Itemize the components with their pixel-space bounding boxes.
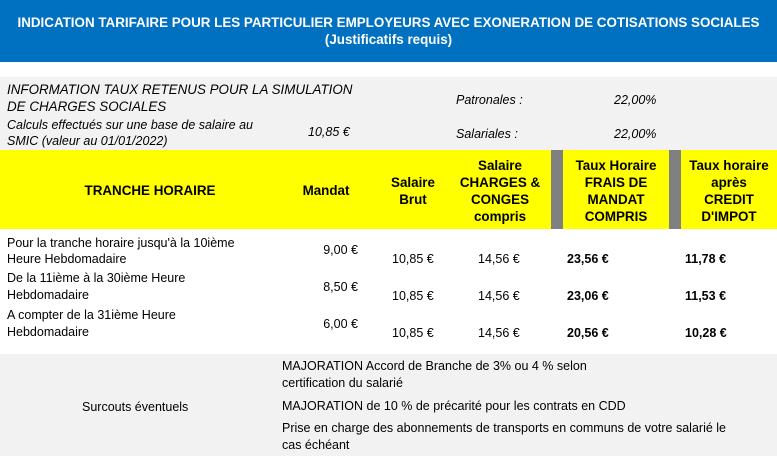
header-credit-impot: Taux horaire après CREDIT D'IMPOT: [689, 158, 769, 224]
credit-value: 11,53 €: [685, 289, 727, 303]
taux-value: 20,56 €: [567, 326, 609, 340]
calc-note-1: Calculs effectués sur une base de salaire au: [7, 118, 253, 132]
surcouts-label: Surcouts éventuels: [82, 400, 189, 414]
majoration-branche-1: MAJORATION Accord de Branche de 3% ou 4 % selon: [282, 359, 587, 373]
charges-value: 14,56 €: [478, 289, 520, 303]
charges-value: 14,56 €: [478, 252, 520, 266]
row-label: Hebdomadaire: [7, 288, 89, 302]
patronales-label: Patronales :: [456, 93, 523, 107]
calc-note-2: SMIC (valeur au 01/01/2022): [7, 134, 168, 148]
header-salaire-brut: Salaire Brut: [391, 175, 435, 207]
salariales-value: 22,00%: [614, 127, 657, 141]
transport-note-2: cas échéant: [282, 438, 350, 452]
page-title: INDICATION TARIFAIRE POUR LES PARTICULIER EMPLOYEURS AVEC EXONERATION DE COTISATIONS SOCIALES: [17, 15, 760, 30]
info-line-1: INFORMATION TAUX RETENUS POUR LA SIMULATION: [7, 82, 353, 97]
row-label: De la 11ième à la 30ième Heure: [7, 271, 186, 285]
header-taux-frais: Taux Horaire FRAIS DE MANDAT COMPRIS: [575, 158, 657, 224]
page-subtitle: (Justificatifs requis): [324, 32, 453, 47]
header-salaire-charges: Salaire CHARGES & CONGES compris: [459, 158, 541, 224]
row-label: Heure Hebdomadaire: [7, 252, 127, 266]
page-banner: [0, 0, 777, 62]
row-label: A compter de la 31ième Heure: [7, 308, 176, 322]
transport-note-1: Prise en charge des abonnements de transports en communs de votre salarié le: [282, 421, 726, 435]
brut-value: 10,85 €: [392, 326, 434, 340]
smic-value: 10,85 €: [308, 125, 350, 139]
salariales-label: Salariales :: [456, 127, 518, 141]
row-label: Pour la tranche horaire jusqu'à la 10ième: [7, 236, 235, 250]
majoration-precarite: MAJORATION de 10 % de précarité pour les contrats en CDD: [282, 399, 626, 413]
row-label: Hebdomadaire: [7, 325, 89, 339]
patronales-value: 22,00%: [614, 93, 657, 107]
brut-value: 10,85 €: [392, 252, 434, 266]
charges-value: 14,56 €: [478, 326, 520, 340]
credit-value: 10,28 €: [685, 326, 727, 340]
majoration-branche-2: certification du salarié: [282, 376, 403, 390]
brut-value: 10,85 €: [392, 289, 434, 303]
mandat-value: 9,00 €: [323, 243, 358, 257]
info-line-2: DE CHARGES SOCIALES: [7, 99, 167, 114]
mandat-value: 8,50 €: [323, 280, 358, 294]
taux-value: 23,06 €: [567, 289, 609, 303]
taux-value: 23,56 €: [567, 252, 609, 266]
mandat-value: 6,00 €: [323, 317, 358, 331]
credit-value: 11,78 €: [685, 252, 727, 266]
header-mandat: Mandat: [302, 183, 350, 198]
header-tranche: TRANCHE HORAIRE: [84, 183, 216, 198]
